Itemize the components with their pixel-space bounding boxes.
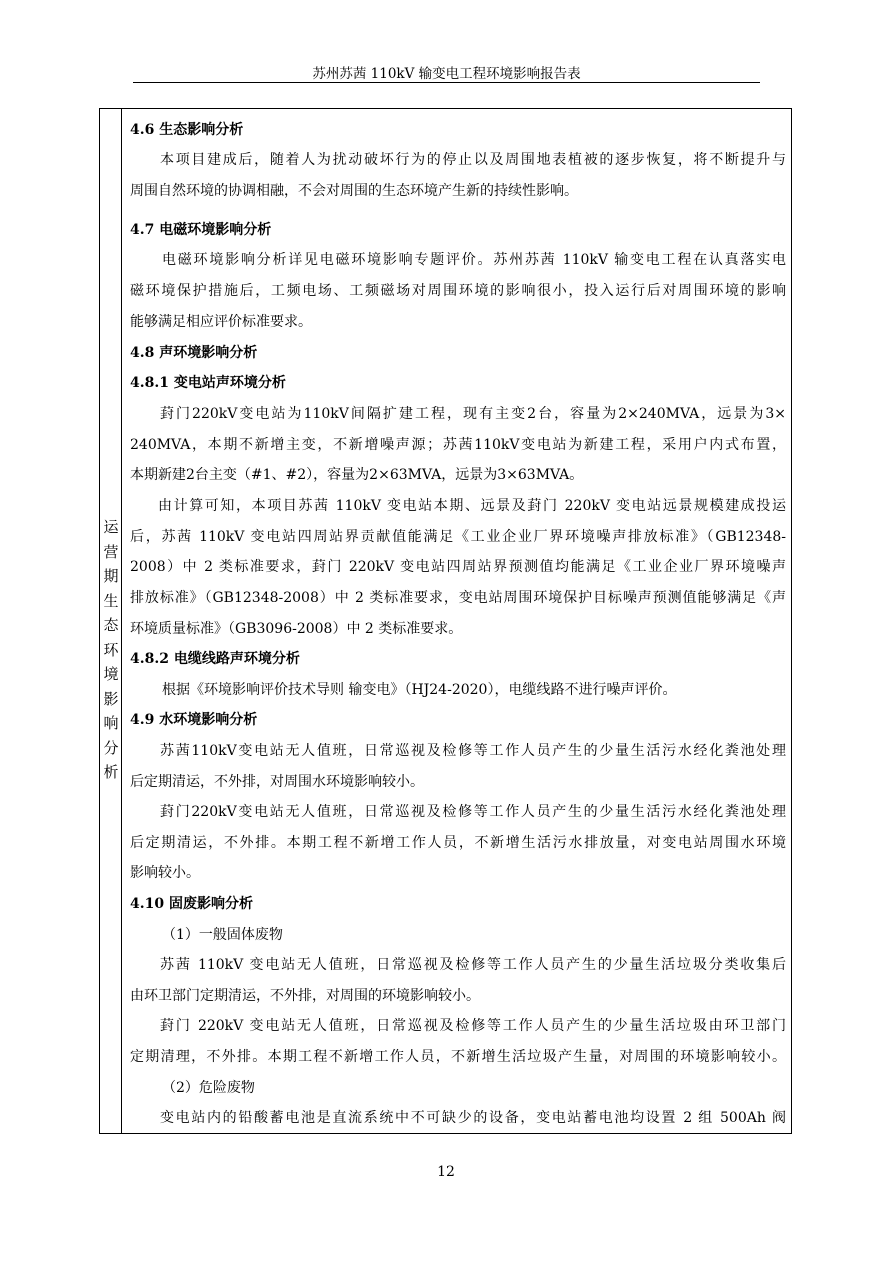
text-line: 根据《环境影响评价技术导则 输变电》（HJ24-2020），电缆线路不进行噪声评价。: [162, 682, 677, 698]
text-line: 影响较小。: [130, 865, 200, 881]
side-label: [100, 515, 122, 785]
content-table: [99, 108, 792, 1134]
text-line: 苏茜110kV变电站无人值班，日常巡视及检修等工作人员产生的少量生活污水经化粪池处理: [160, 743, 786, 759]
text-line: 由计算可知，本项目苏茜 110kV 变电站本期、远景及葑门 220kV 变电站远景规模建成投运: [158, 498, 786, 514]
text-line: 本项目建成后，随着人为扰动破坏行为的停止以及周围地表植被的逐步恢复，将不断提升与: [160, 152, 786, 168]
document-header: 苏州苏茜 110kV 输变电工程环境影响报告表: [312, 66, 581, 82]
text-line: 环境质量标准》（GB3096-2008）中 2 类标准要求。: [130, 621, 463, 637]
section-heading: 4.7 电磁环境影响分析: [130, 222, 272, 238]
side-label-char: 境: [103, 665, 119, 683]
side-label-char: 影: [103, 689, 119, 708]
text-line: 葑门220kV变电站为110kV间隔扩建工程，现有主变2台，容量为2×240MVA，远景为3×: [160, 406, 786, 422]
section-heading: 4.9 水环境影响分析: [130, 712, 258, 728]
text-line: 葑门220kV变电站无人值班，日常巡视及检修等工作人员产生的少量生活污水经化粪池处理: [160, 804, 786, 820]
section-heading: 4.10 固废影响分析: [130, 896, 253, 912]
section-heading: 4.8.2 电缆线路声环境分析: [130, 651, 300, 667]
side-label-column: [100, 109, 122, 1133]
side-label-char: 运: [103, 518, 119, 536]
section-heading: 4.8.1 变电站声环境分析: [130, 375, 286, 391]
side-label-char: 析: [103, 763, 119, 781]
text-line: 排放标准》（GB12348-2008）中 2 类标准要求，变电站周围环境保护目标噪声预测值能够满足《声: [130, 590, 786, 606]
text-line: 能够满足相应评价标准要求。: [130, 314, 312, 330]
text-line: 240MVA，本期不新增主变，不新增噪声源；苏茜110kV变电站为新建工程，采用户内式布置，: [130, 437, 786, 453]
text-line: 后定期清运，不外排，对周围水环境影响较小。: [130, 774, 424, 790]
text-line: （2）危险废物: [162, 1080, 255, 1096]
text-line: 2008）中 2 类标准要求，葑门 220kV 变电站四周站界预测值均能满足《工业企业厂界环境噪声: [130, 559, 786, 575]
side-label-char: 环: [103, 640, 119, 659]
text-line: （1）一般固体废物: [162, 927, 283, 943]
text-line: 苏茜 110kV 变电站无人值班，日常巡视及检修等工作人员产生的少量生活垃圾分类收集后: [160, 957, 786, 973]
side-label-char: 营: [103, 542, 119, 561]
section-heading: 4.6 生态影响分析: [130, 122, 244, 138]
text-line: 变电站内的铅酸蓄电池是直流系统中不可缺少的设备，变电站蓄电池均设置 2 组 500Ah 阀: [160, 1110, 786, 1126]
section-heading: 4.8 声环境影响分析: [130, 345, 258, 361]
page-number: 12: [437, 1164, 455, 1180]
side-label-char: 态: [103, 616, 119, 634]
header-rule: [133, 82, 760, 83]
text-line: 本期新建2台主变（#1、#2），容量为2×63MVA，远景为3×63MVA。: [130, 467, 584, 483]
text-line: 由环卫部门定期清运，不外排，对周围的环境影响较小。: [130, 988, 480, 1004]
text-line: 后定期清运，不外排。本期工程不新增工作人员，不新增生活污水排放量，对变电站周围水环境: [130, 835, 786, 851]
side-label-char: 分: [103, 738, 119, 757]
text-line: 周围自然环境的协调相融，不会对周围的生态环境产生新的持续性影响。: [130, 183, 578, 199]
text-line: 磁环境保护措施后，工频电场、工频磁场对周围环境的影响很小，投入运行后对周围环境的影响: [130, 283, 786, 299]
text-line: 后，苏茜 110kV 变电站四周站界贡献值能满足《工业企业厂界环境噪声排放标准》（GB12348-: [130, 529, 786, 545]
side-label-char: 生: [103, 591, 119, 610]
side-label-char: 期: [103, 567, 119, 585]
side-label-char: 响: [103, 714, 119, 732]
text-line: 葑门 220kV 变电站无人值班，日常巡视及检修等工作人员产生的少量生活垃圾由环卫部门: [160, 1018, 786, 1034]
text-line: 定期清理，不外排。本期工程不新增工作人员，不新增生活垃圾产生量，对周围的环境影响较小。: [130, 1049, 786, 1065]
text-line: 电磁环境影响分析详见电磁环境影响专题评价。苏州苏茜 110kV 输变电工程在认真落实电: [162, 252, 786, 268]
